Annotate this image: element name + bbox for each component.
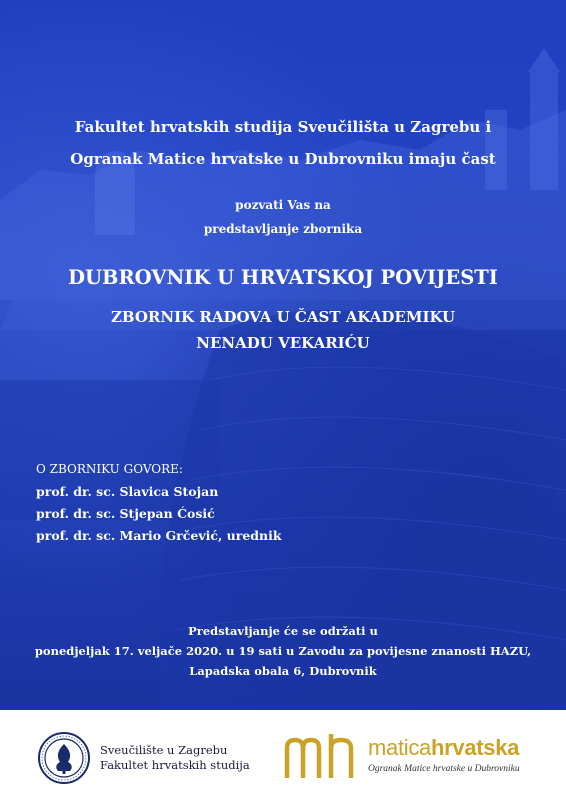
speaker-name: prof. dr. sc. Slavica Stojan [36, 484, 219, 499]
book-subtitle-line-1: ZBORNIK RADOVA U ČAST AKADEMIKU [110, 308, 456, 326]
event-line-3: Lapadska obala 6, Dubrovnik [189, 664, 377, 678]
intro-line-3: pozvati Vas na [235, 198, 331, 212]
matica-branch-name: Ogranak Matice hrvatske u Dubrovniku [368, 764, 520, 774]
intro-line-1: Fakultet hrvatskih studija Sveučilišta u Zagrebu i [74, 118, 492, 136]
hrvatska-word: hrvatska [431, 735, 520, 760]
university-name: Sveučilište u Zagrebu [100, 743, 228, 757]
book-subtitle-line-2: NENADU VEKARIĆU [196, 334, 370, 352]
speakers-heading: O ZBORNIKU GOVORE: [36, 462, 183, 476]
book-title: DUBROVNIK U HRVATSKOJ POVIJESTI [68, 266, 498, 289]
footer-logos [0, 710, 566, 800]
intro-line-4: predstavljanje zbornika [203, 222, 363, 236]
event-line-1: Predstavljanje će se održati u [188, 624, 378, 638]
event-line-2: ponedjeljak 17. veljače 2020. u 19 sati u Zavodu za povijesne znanosti HAZU, [34, 644, 532, 658]
intro-line-2: Ogranak Matice hrvatske u Dubrovniku imaju čast [70, 150, 496, 168]
faculty-name: Fakultet hrvatskih studija [100, 758, 250, 772]
matica-hrvatska-logo-icon [283, 734, 363, 778]
university-text [100, 743, 250, 773]
matica-hrvatska-wordmark [368, 735, 519, 761]
university-seal-icon [38, 732, 90, 784]
matica-word: matica [368, 735, 431, 760]
speaker-name: prof. dr. sc. Stjepan Ćosić [36, 506, 215, 521]
speaker-name: prof. dr. sc. Mario Grčević, urednik [36, 528, 282, 543]
